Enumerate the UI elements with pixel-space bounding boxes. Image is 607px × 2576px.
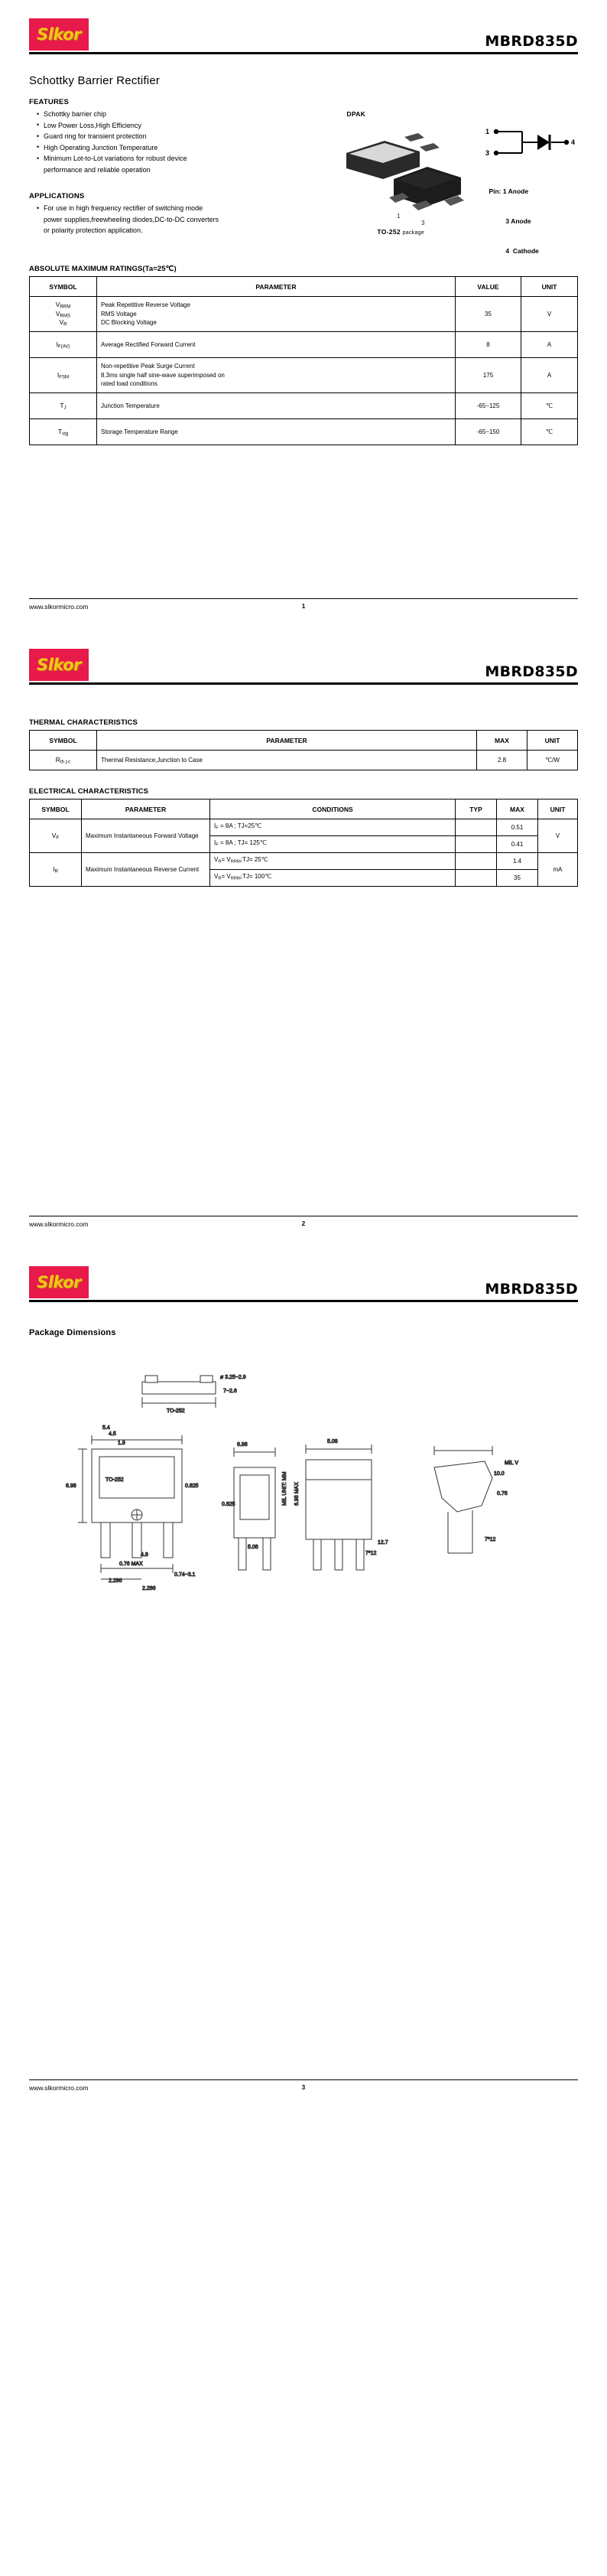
cell-symbol: $I_R$ — [30, 853, 82, 887]
page-footer-3 — [29, 2079, 578, 2092]
cell-symbol: $V_{RRM}$ $V_{RMS}$ $V_R$ — [30, 297, 97, 332]
pin-legend — [489, 167, 538, 276]
cell-value: 35 — [456, 297, 521, 332]
cell-max: 1.4 — [497, 853, 538, 870]
header-divider — [29, 52, 578, 54]
cell-parameter: Maximum Instantaneous Reverse Current — [82, 853, 210, 887]
cell-parameter: Storage Temperature Range — [97, 419, 456, 445]
list-item: • Schottky barrier chip — [37, 109, 329, 120]
cell-symbol: $T_J$ — [30, 393, 97, 419]
package-dimensions-drawing — [29, 1353, 578, 1781]
col-unit: UNIT — [521, 277, 578, 297]
page-header-1 — [0, 18, 607, 50]
cell-conditions: $V_R=$ $V_{RRM};TJ=$ 25℃ — [210, 853, 456, 870]
features-list — [29, 109, 329, 175]
footer-website: www.slkormicro.com — [29, 1220, 89, 1228]
dim-label-2-286a: 2.286 — [109, 1578, 122, 1584]
pin-legend-line-2: 3 Anode — [505, 217, 531, 225]
cell-max: 0.41 — [497, 836, 538, 853]
top-side-view — [142, 1376, 216, 1408]
col-unit: UNIT — [527, 731, 578, 751]
part-number-title: MBRD835D — [485, 1281, 578, 1298]
cell-typ — [456, 836, 497, 853]
table-row — [30, 393, 578, 419]
logo-text: Slkor — [37, 24, 81, 44]
dim-label-unit-mm: MIL V — [505, 1461, 519, 1466]
cell-typ — [456, 870, 497, 887]
diode-schematic — [496, 132, 566, 153]
slkor-logo — [29, 18, 89, 50]
part-number-title: MBRD835D — [485, 33, 578, 50]
cell-typ — [456, 819, 497, 836]
package-illustration — [329, 93, 578, 255]
pin-number-1: 1 — [397, 213, 401, 220]
pin-legend-line-1: Pin: 1 Anode — [489, 187, 529, 195]
node-dot-1 — [494, 129, 498, 134]
col-max: MAX — [497, 800, 538, 819]
list-item: • Guard ring for transient protection — [37, 131, 329, 142]
dim-label-5-08b: 5.08 — [327, 1439, 338, 1444]
dim-label-vertical-note-2: 6.98 MAX — [294, 1482, 300, 1506]
list-item: • Low Power Loss,High Efficiency — [37, 120, 329, 132]
cell-parameter: Average Rectified Forward Current — [97, 332, 456, 358]
table-row — [30, 819, 578, 836]
dim-label-1-9: 1.9 — [118, 1441, 125, 1446]
schematic-label-1: 1 — [485, 128, 490, 135]
dim-label-6-98: 6.98 — [66, 1483, 76, 1489]
cell-symbol: $R_{th j-c}$ — [30, 751, 97, 770]
footer-page-number: 1 — [301, 603, 306, 610]
dim-label-5-08a: 5.08 — [248, 1545, 258, 1550]
dim-label-12-7: 12.7 — [378, 1540, 388, 1545]
page-2 — [0, 635, 607, 1252]
page-header-3 — [0, 1266, 607, 1298]
cell-unit: A — [521, 332, 578, 358]
col-symbol: SYMBOL — [30, 277, 97, 297]
col-symbol: SYMBOL — [30, 800, 82, 819]
list-item: • For use in high frequency rectifier of switching mode — [37, 203, 329, 214]
dim-label-0-825: 0.825 — [185, 1483, 199, 1489]
package-type-label: DPAK — [346, 110, 366, 118]
table-header-row — [30, 731, 578, 751]
col-parameter: PARAMETER — [82, 800, 210, 819]
dim-label-to252: TO-252 — [105, 1477, 124, 1483]
package-dimensions-heading: Package Dimensions — [29, 1328, 116, 1337]
absolute-maximum-ratings-table — [29, 276, 578, 445]
middle-view — [234, 1448, 275, 1570]
page-1 — [0, 0, 607, 635]
list-item: • Minimum Lot-to-Lot variations for robust device — [37, 153, 329, 164]
electrical-characteristics-table — [29, 799, 578, 887]
table-row — [30, 297, 578, 332]
cell-unit: ℃ — [521, 419, 578, 445]
table-row — [30, 358, 578, 393]
cell-conditions: $I_F = 8A$ ; TJ=25℃ — [210, 819, 456, 836]
cell-value: -65~150 — [456, 419, 521, 445]
col-parameter: PARAMETER — [97, 731, 477, 751]
cell-unit: V — [521, 297, 578, 332]
list-item-continuation: performance and reliable operation — [44, 165, 151, 174]
page-header-2 — [0, 649, 607, 681]
diode-triangle-icon — [537, 135, 550, 150]
cell-parameter: Non-repetitive Peak Surge Current 8.3ms single half sine-wave superimposed on rated load conditions — [97, 358, 456, 393]
table-row — [30, 332, 578, 358]
cell-value: -65~125 — [456, 393, 521, 419]
cell-value: 8 — [456, 332, 521, 358]
cell-unit: ℃ — [521, 393, 578, 419]
col-unit: UNIT — [538, 800, 578, 819]
amr-table-title: ABSOLUTE MAXIMUM RATINGS(Ta=25℃) — [29, 265, 177, 273]
cell-parameter: Peak Repetitive Reverse Voltage RMS Voltage DC Blocking Voltage — [97, 297, 456, 332]
schematic-label-4: 4 — [571, 138, 576, 146]
dim-label-0-74-31: 0.74~3.1 — [174, 1572, 196, 1578]
table-header-row — [30, 277, 578, 297]
applications-list — [29, 203, 329, 236]
col-value: VALUE — [456, 277, 521, 297]
cell-typ — [456, 853, 497, 870]
front-view — [78, 1435, 182, 1579]
thermal-table-title: THERMAL CHARACTERISTICS — [29, 718, 138, 727]
dpak-body-front — [389, 167, 464, 210]
table-row — [30, 853, 578, 870]
pin-number-3: 3 — [421, 220, 425, 226]
thermal-characteristics-table — [29, 730, 578, 770]
dim-label-mid-note: 0.825 — [222, 1502, 235, 1507]
cell-symbol: $V_F$ — [30, 819, 82, 853]
dim-label-2-286b: 2.286 — [142, 1586, 156, 1591]
cell-conditions: $V_R=$ $V_{RRM};TJ=$ 100℃ — [210, 870, 456, 887]
dim-label-vertical-note: MIL UNIT: MM — [282, 1471, 287, 1506]
page-footer-1 — [29, 598, 578, 611]
applications-heading: APPLICATIONS — [29, 192, 85, 200]
logo-text: Slkor — [37, 655, 81, 674]
package-caption-main: TO-252 — [377, 228, 401, 236]
top-view — [306, 1444, 372, 1570]
page-footer-2 — [29, 1216, 578, 1228]
cell-parameter: Maximum Instantaneous Forward Voltage — [82, 819, 210, 853]
slkor-logo — [29, 649, 89, 681]
package-drawing-svg — [329, 93, 582, 239]
col-parameter: PARAMETER — [97, 277, 456, 297]
pin-legend-line-3: 4 Cathode — [505, 247, 539, 255]
schematic-label-3: 3 — [485, 149, 490, 157]
dim-label-7-12b: 7*12 — [485, 1537, 496, 1542]
dim-label-0-76-max: 0.76 MAX — [119, 1562, 143, 1567]
cell-max: 2.8 — [477, 751, 527, 770]
cell-parameter: Junction Temperature — [97, 393, 456, 419]
dim-label-top-3: TO-252 — [167, 1408, 185, 1414]
cell-max: 35 — [497, 870, 538, 887]
cell-conditions: $I_F = 8A$ ; TJ= 125℃ — [210, 836, 456, 853]
dim-label-4-8: 4.8 — [141, 1552, 148, 1558]
logo-text: Slkor — [37, 1272, 81, 1291]
cell-symbol: $I_{FSM}$ — [30, 358, 97, 393]
cell-value: 175 — [456, 358, 521, 393]
dim-label-7-12: 7*12 — [365, 1551, 377, 1556]
col-symbol: SYMBOL — [30, 731, 97, 751]
table-row — [30, 751, 578, 770]
list-item: • High Operating Junction Temperature — [37, 142, 329, 154]
node-dot-4 — [564, 140, 569, 145]
cell-symbol: $I_{F(AV)}$ — [30, 332, 97, 358]
slkor-logo — [29, 1266, 89, 1298]
dimension-drawing-svg — [29, 1353, 576, 1766]
col-conditions: CONDITIONS — [210, 800, 456, 819]
table-row — [30, 419, 578, 445]
footer-website: www.slkormicro.com — [29, 603, 89, 611]
footer-page-number: 2 — [301, 1220, 306, 1227]
page-3 — [0, 1252, 607, 2115]
page-title: Schottky Barrier Rectifier — [29, 74, 161, 87]
cell-parameter: Thermal Resistance,Junction to Case — [97, 751, 477, 770]
cell-max: 0.51 — [497, 819, 538, 836]
dim-label-top-1: ø 3.25~2.9 — [220, 1375, 246, 1380]
dim-label-top-2: 7~2.6 — [223, 1389, 237, 1394]
dim-label-5-4: 5.4 — [102, 1425, 110, 1431]
cell-unit: V — [538, 819, 578, 853]
node-dot-3 — [494, 151, 498, 155]
dim-label-10-0: 10.0 — [494, 1471, 505, 1477]
cell-unit: A — [521, 358, 578, 393]
dim-label-0-76: 0.76 — [497, 1491, 508, 1496]
features-heading: FEATURES — [29, 98, 70, 106]
part-number-title: MBRD835D — [485, 663, 578, 680]
footer-website: www.slkormicro.com — [29, 2084, 89, 2092]
lead-detail-view — [434, 1446, 492, 1553]
package-caption-sub: package — [402, 230, 425, 236]
list-item-continuation: or polarity protection application. — [44, 226, 143, 234]
cell-unit: ℃/W — [527, 751, 578, 770]
list-item-continuation: power supplies,freewheeling diodes,DC-to-DC converters — [44, 215, 219, 223]
col-max: MAX — [477, 731, 527, 751]
dim-label-4-5: 4.5 — [109, 1431, 116, 1437]
cell-symbol: $T_{stg}$ — [30, 419, 97, 445]
footer-page-number: 3 — [301, 2084, 306, 2091]
cell-unit: mA — [538, 853, 578, 887]
table-header-row — [30, 800, 578, 819]
dim-label-6-98b: 6.98 — [237, 1442, 248, 1448]
col-typ: TYP — [456, 800, 497, 819]
package-caption — [377, 228, 424, 236]
electrical-table-title: ELECTRICAL CHARACTERISTICS — [29, 787, 149, 796]
